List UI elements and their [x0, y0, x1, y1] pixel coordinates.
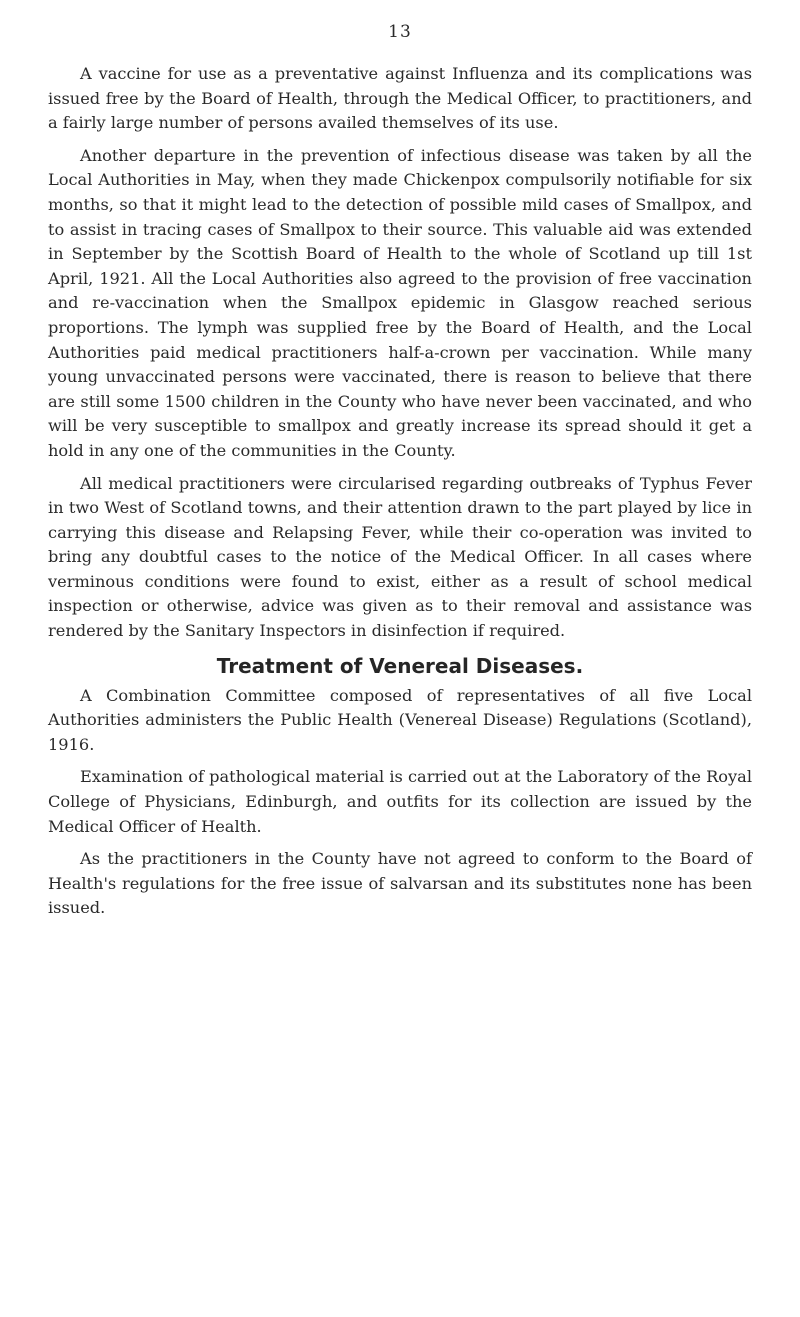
paragraph-pathological-examination: Examination of pathological material is carried out at the Laboratory of the Royal College of Physicians, Edinburgh, and outfits for its collection are issued by the Medical Officer of Health. [48, 767, 752, 836]
paragraph-typhus-fever: All medical practitioners were circularised regarding outbreaks of Typhus Fever in two West of Scotland towns, and their attention drawn to the part played by lice in carrying this disease and Relapsing Fever, while their co-operation was invited to bring any doubtful cases to the notice of the Medical Officer. In all cases where verminous conditions were found to exist, either as a result of school medical inspection or otherwise, advice was given as to their removal and assistance was rendered by the Sanitary Inspectors in disinfection if required. [48, 473, 752, 641]
paragraph-salvarsan: As the practitioners in the County have not agreed to conform to the Board of Health's regulations for the free issue of salvarsan and its substitutes none has been issued. [48, 849, 752, 918]
paragraph-combination-committee: A Combination Committee composed of representatives of all five Local Authorities administers the Public Health (Venereal Disease) Regulations (Scotland), 1916. [48, 685, 752, 754]
paragraph-influenza-vaccine: A vaccine for use as a preventative against Influenza and its complications was issued free by the Board of Health, through the Medical Officer, to practitioners, and a fairly large number of persons availed themselves of its use. [48, 64, 752, 133]
page-number: 13 [388, 22, 412, 42]
paragraph-chickenpox-smallpox: Another departure in the prevention of infectious disease was taken by all the Local Authorities in May, when they made Chickenpox compulsorily notifiable for six months, so that it might lead to the detection of possible mild cases of Smallpox, and to assist in tracing cases of Smallpox to their source. This valuable aid was extended in September by the Scottish Board of Health to the whole of Scotland up till 1st April, 1921. All the Local Authorities also agreed to the provision of free vaccination and re-vaccination when the Smallpox epidemic in Glasgow reached serious proportions. The lymph was supplied free by the Board of Health, and the Local Authorities paid medical practitioners half-a-crown per vaccination. While many young unvaccinated persons were vaccinated, there is reason to believe that there are still some 1500 children in the County who have never been vaccinated, and who will be very susceptible to smallpox and greatly increase its spread should it get a hold in any one of the communities in the County. [48, 145, 752, 460]
section-heading-venereal-diseases: Treatment of Venereal Diseases. [216, 653, 584, 678]
report-body [48, 62, 752, 929]
